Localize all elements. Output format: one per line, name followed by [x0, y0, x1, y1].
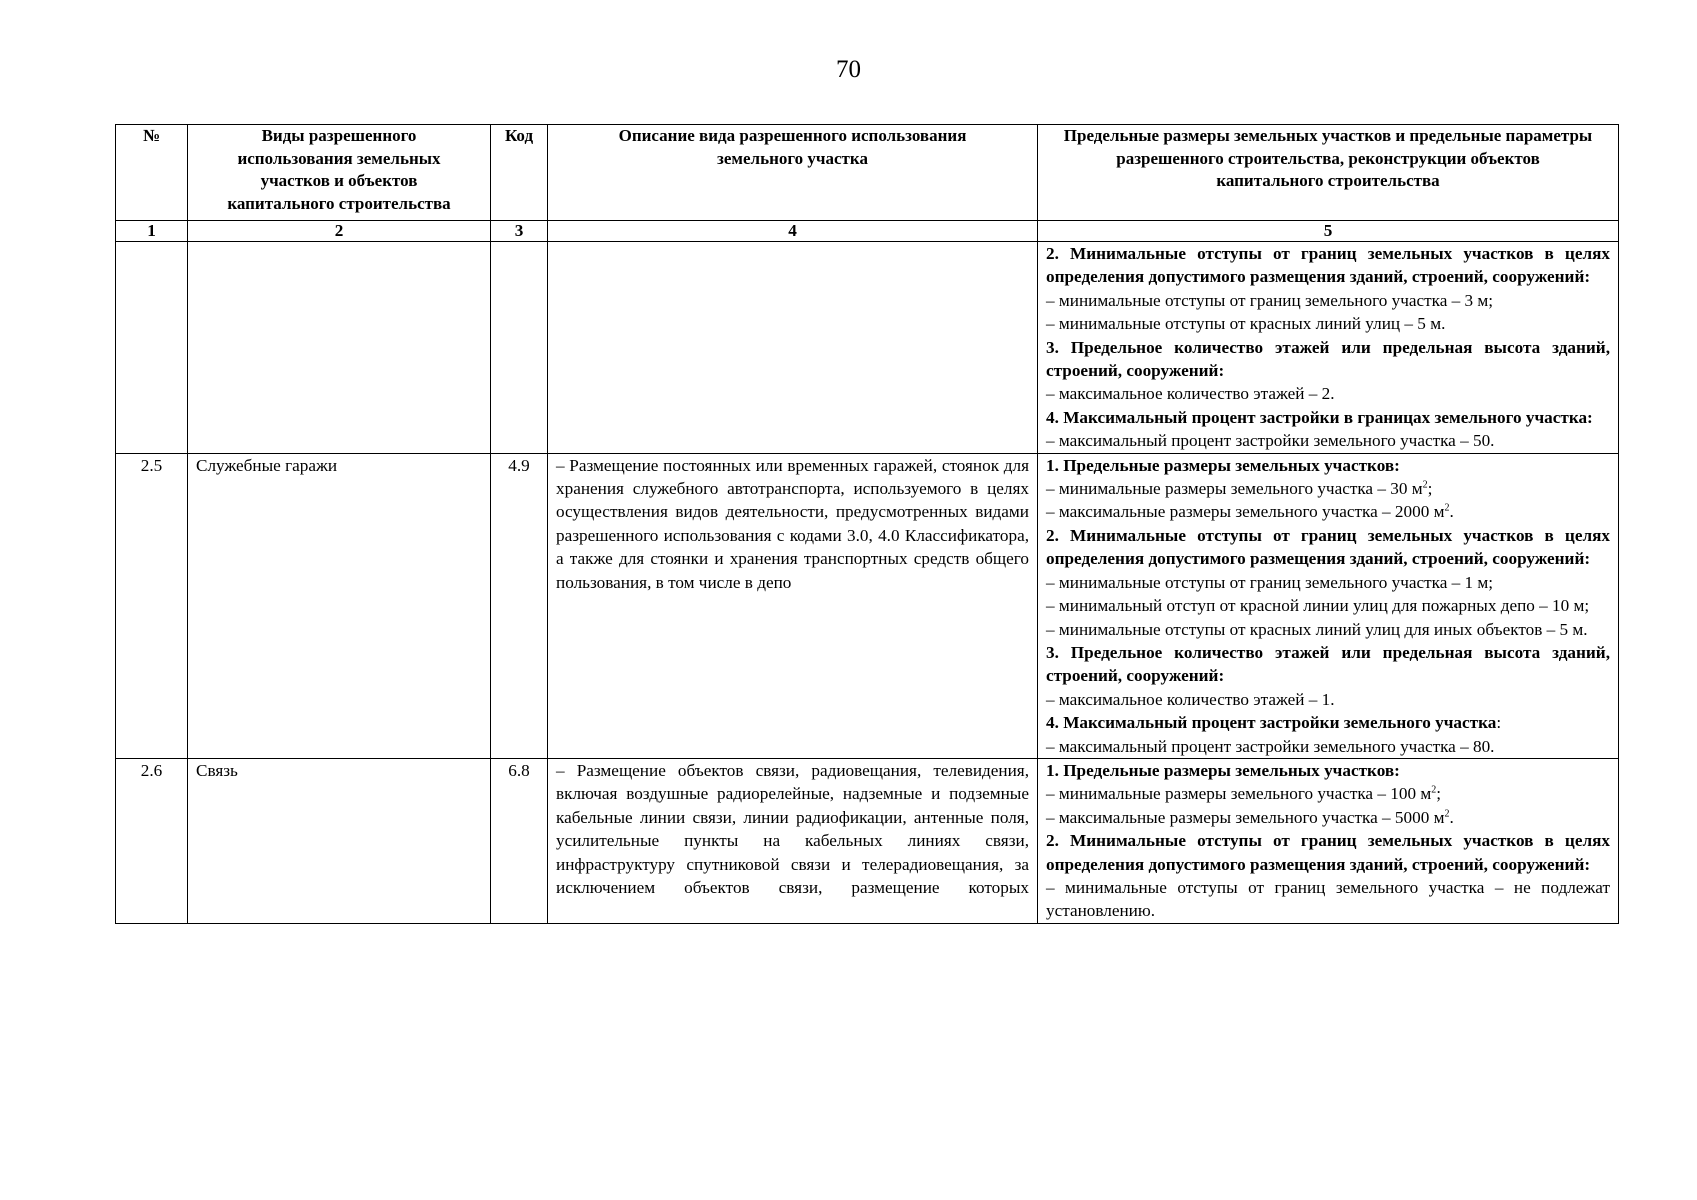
row-parameters	[1038, 758, 1619, 923]
row-land-use-name	[188, 242, 491, 454]
parameter-heading: 2. Минимальные отступы от границ земельных участков в целях определения допустимого размещения зданий, строений, сооружений:	[1046, 244, 1610, 287]
page-number: 70	[836, 56, 861, 83]
header-number: №	[116, 125, 188, 221]
parameter-item: – минимальные отступы от границ земельного участка – не подлежат установлению.	[1046, 877, 1610, 921]
superscript: 2	[1422, 479, 1428, 491]
parameter-heading: 4. Максимальный процент застройки земельного участка	[1046, 713, 1497, 733]
row-number: 2.5	[116, 453, 188, 758]
parameter-item	[1046, 711, 1610, 734]
parameter-item: – максимальный процент застройки земельного участка – 50.	[1046, 431, 1495, 451]
header-parameters: Предельные размеры земельных участков и предельные параметры разрешенного строительства, реконструкции объектов капитального строительства	[1038, 125, 1619, 221]
table-row	[116, 758, 1619, 923]
parameter-item	[1046, 477, 1610, 500]
parameter-text: – минимальные размеры земельного участка – 100 м	[1046, 784, 1432, 804]
parameter-heading: 2. Минимальные отступы от границ земельных участков в целях определения допустимого размещения зданий, строений, сооружений:	[1046, 831, 1610, 874]
row-land-use-name: Служебные гаражи	[188, 453, 491, 758]
column-number: 2	[188, 221, 491, 242]
superscript: 2	[1444, 808, 1450, 820]
parameter-text: – максимальные размеры земельного участка – 2000 м	[1046, 502, 1445, 522]
column-numbers-row	[116, 221, 1619, 242]
header-description: Описание вида разрешенного использования земельного участка	[548, 125, 1038, 221]
parameter-text: .	[1449, 807, 1454, 827]
parameter-text: – максимальные размеры земельного участка – 5000 м	[1046, 807, 1445, 827]
row-description: – Размещение объектов связи, радиовещания, телевидения, включая воздушные радиорелейные, надземные и подземные кабельные линии связи, линии радиофикации, антенные поля, усилительные пункты на кабельных линиях связи, инфраструктуру спутниковой связи и телерадиовещания, за исключением объектов связи, размещение которых	[548, 758, 1038, 923]
column-number: 3	[491, 221, 548, 242]
row-parameters	[1038, 453, 1619, 758]
row-description	[548, 242, 1038, 454]
parameter-item: – максимальное количество этажей – 2.	[1046, 384, 1335, 404]
row-number: 2.6	[116, 758, 188, 923]
parameter-text: :	[1496, 713, 1502, 733]
header-code: Код	[491, 125, 548, 221]
row-land-use-name: Связь	[188, 758, 491, 923]
row-code: 4.9	[491, 453, 548, 758]
superscript: 2	[1431, 784, 1437, 796]
row-code: 6.8	[491, 758, 548, 923]
table-row	[116, 453, 1619, 758]
parameter-item: – максимальное количество этажей – 1.	[1046, 689, 1335, 709]
parameter-item: – минимальные отступы от границ земельного участка – 1 м;	[1046, 572, 1494, 592]
header-row	[116, 125, 1619, 221]
column-number: 1	[116, 221, 188, 242]
parameter-heading: 2. Минимальные отступы от границ земельных участков в целях определения допустимого размещения зданий, строений, сооружений:	[1046, 525, 1610, 569]
parameter-item: – минимальные отступы от границ земельного участка – 3 м;	[1046, 290, 1494, 310]
parameter-item: – минимальные отступы от красных линий улиц для иных объектов – 5 м.	[1046, 619, 1588, 639]
parameter-text: ;	[1427, 479, 1433, 499]
superscript: 2	[1444, 502, 1450, 514]
land-use-table	[115, 124, 1619, 924]
row-number	[116, 242, 188, 454]
parameter-item: – минимальный отступ от красной линии улиц для пожарных депо – 10 м;	[1046, 596, 1590, 616]
row-description: – Размещение постоянных или временных гаражей, стоянок для хранения служебного автотранспорта, используемого в целях осуществления видов деятельности, предусмотренных видами разрешенного использования с кодами 3.0, 4.0 Классификатора, а также для стоянки и хранения транспортных средств общего пользования, в том числе в депо	[548, 453, 1038, 758]
column-number: 4	[548, 221, 1038, 242]
table-row	[116, 242, 1619, 454]
parameter-text: ;	[1436, 784, 1441, 804]
parameter-heading: 1. Предельные размеры земельных участков:	[1046, 760, 1400, 780]
parameter-heading: 3. Предельное количество этажей или предельная высота зданий, строений, сооружений:	[1046, 642, 1610, 686]
row-parameters	[1038, 242, 1619, 454]
parameter-text: – минимальные размеры земельного участка – 30 м	[1046, 479, 1423, 499]
parameter-item: – максимальный процент застройки земельного участка – 80.	[1046, 736, 1495, 756]
header-land-use-type: Виды разрешенного использования земельных участков и объектов капитального строительства	[188, 125, 491, 221]
parameter-item	[1046, 806, 1610, 829]
parameter-item: – минимальные отступы от красных линий улиц – 5 м.	[1046, 314, 1446, 334]
parameter-item	[1046, 782, 1610, 805]
parameter-item	[1046, 500, 1610, 523]
parameter-heading: 3. Предельное количество этажей или предельная высота зданий, строений, сооружений:	[1046, 337, 1610, 381]
parameter-heading: 1. Предельные размеры земельных участков:	[1046, 455, 1400, 475]
parameter-text: .	[1449, 502, 1454, 522]
parameter-heading: 4. Максимальный процент застройки в границах земельного участка:	[1046, 407, 1593, 427]
row-code	[491, 242, 548, 454]
column-number: 5	[1038, 221, 1619, 242]
